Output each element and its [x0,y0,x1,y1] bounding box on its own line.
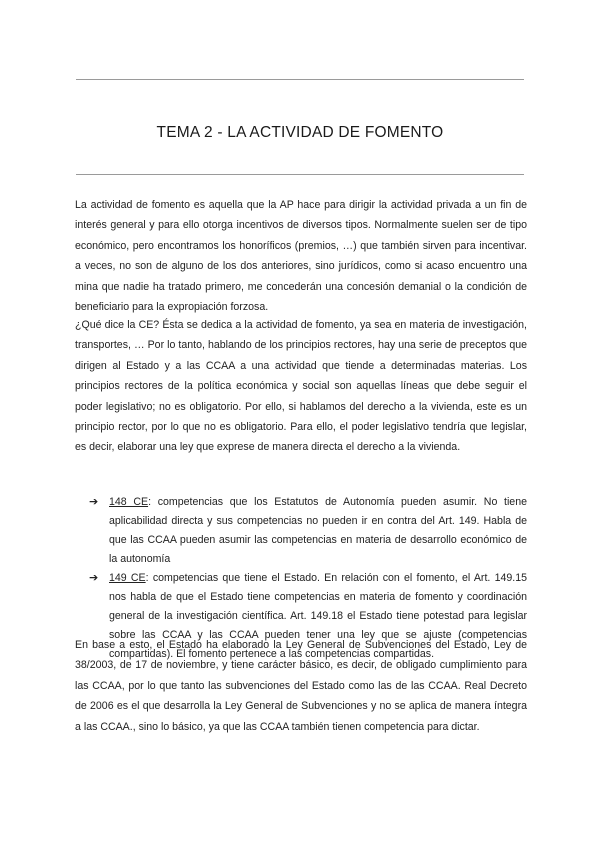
list-item [89,493,527,569]
arrow-right-icon: ➔ [89,496,99,508]
paragraph-constitution: ¿Qué dice la CE? Ésta se dedica a la actividad de fomento, ya sea en materia de investigación, transportes, … Por lo tanto, hablando de los principios rectores, hay una serie de preceptos que dirigen al Estado y a las CCAA a una actividad que tiende a determinadas materias. Los principios rectores de la política económica y social son aquellas líneas que debe seguir el poder legislativo; no es obligatorio. Por ello, si hablamos del derecho a la vivienda, este es un principio rector, por lo que no es obligatorio. Para ello, el poder legislativo tendría que legislar, es decir, elaborar una ley que exprese de manera directa el derecho a la vivienda. [75,319,527,454]
title-rule-top [76,79,524,80]
paragraph-intro: La actividad de fomento es aquella que la AP hace para dirigir la actividad privada a un fin de interés general y para ello otorga incentivos de diversos tipos. Normalmente suelen ser de tipo económico, pero encontramos los honoríficos (premios, …) que también sirven para incentivar. a veces, no son de alguno de los dos anteriores, sino jurídicos, como si acaso encuentro una mina que nadie ha tratado primero, me concederán una concesión demanial o la condición de beneficiario para la expropiación forzosa. [75,199,527,314]
page-title: TEMA 2 - LA ACTIVIDAD DE FOMENTO [156,124,444,141]
title-rule-bottom [76,174,524,175]
list-item-text: : competencias que los Estatutos de Autonomía pueden asumir. No tiene aplicabilidad directa y sus competencias no pueden ir en contra del Art. 149. Habla de que las CCAA pueden asumir las competencias en materia de desarrollo económico de la autonomía [109,496,527,565]
arrow-right-icon: ➔ [89,572,99,584]
article-reference: 148 CE [109,496,149,508]
article-reference: 149 CE [109,572,146,584]
list-item-text: : competencias que tiene el Estado. En relación con el fomento, el Art. 149.15 nos habla de que el Estado tiene competencias en materia de fomento y coordinación general de la investigación científica. Art. 149.18 el Estado tiene potestad para legislar sobre las CCAA y las CCAA pueden tener una ley que se ajuste (competencias compartidas). El fomento pertenece a las competencias compartidas. [109,572,527,660]
paragraph-closing: En base a esto, el Estado ha elaborado la Ley General de Subvenciones del Estado, Ley de 38/2003, de 17 de noviembre, y tiene carácter básico, es decir, de obligado cumplimiento para las CCAA, por lo que tanto las subvenciones del Estado como las de las CCAA. Real Decreto de 2006 es el que desarrolla la Ley General de Subvenciones y no se aplica de manera íntegra a las CCAA., sino lo básico, ya que las CCAA también tienen competencia para dictar. [75,639,527,733]
